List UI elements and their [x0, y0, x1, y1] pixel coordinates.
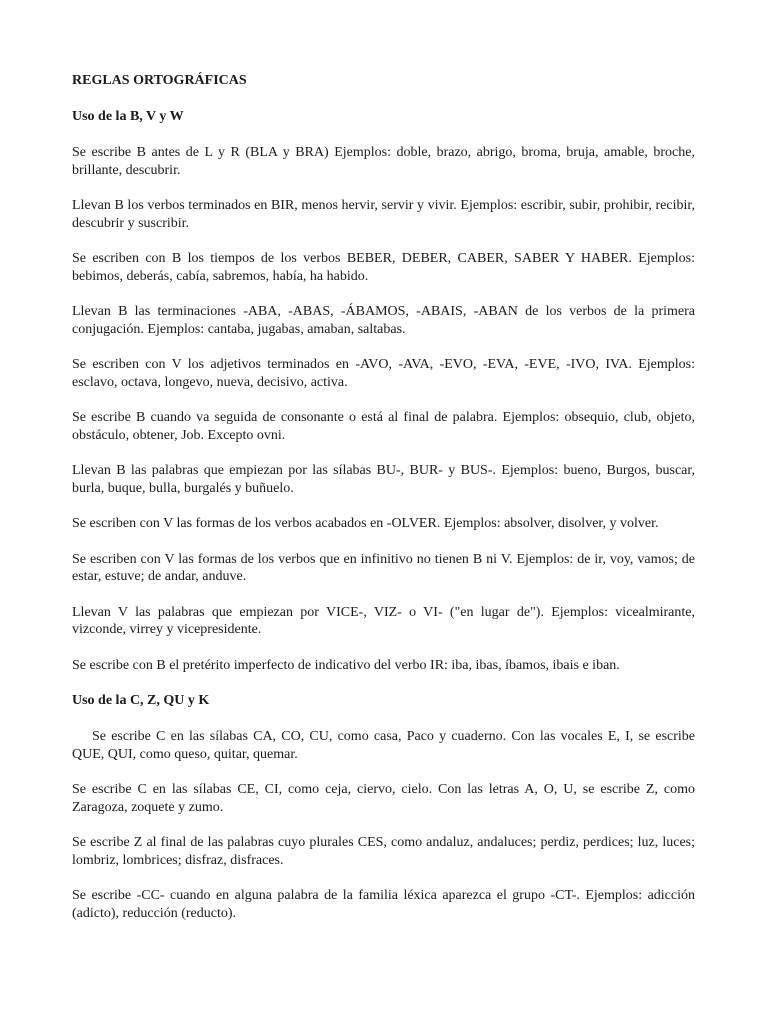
- section-heading-b-v-w: Uso de la B, V y W: [72, 109, 184, 124]
- paragraph: Se escriben con V los adjetivos terminados en -AVO, -AVA, -EVO, -EVA, -EVE, -IVO, IVA. Ejemplos: esclavo, octava, longevo, nueva, decisivo, activa.: [72, 357, 695, 390]
- paragraph: Llevan B las terminaciones -ABA, -ABAS, -ÁBAMOS, -ABAIS, -ABAN de los verbos de la primera conjugación. Ejemplos: cantaba, jugabas, amaban, saltabas.: [72, 304, 695, 337]
- paragraph: Se escribe B antes de L y R (BLA y BRA) Ejemplos: doble, brazo, abrigo, broma, bruja, amable, broche, brillante, descubrir.: [72, 145, 695, 178]
- paragraph: Llevan B los verbos terminados en BIR, menos hervir, servir y vivir. Ejemplos: escribir, subir, prohibir, recibir, descubrir y suscribir.: [72, 198, 695, 231]
- paragraph: Se escribe C en las sílabas CA, CO, CU, como casa, Paco y cuaderno. Con las vocales E, I, se escribe QUE, QUI, como queso, quitar, quemar.: [72, 729, 695, 762]
- section-heading-c-z-qu-k: Uso de la C, Z, QU y K: [72, 693, 210, 708]
- document-page: [72, 72, 695, 940]
- paragraph: Llevan V las palabras que empiezan por VICE-, VIZ- o VI- ("en lugar de"). Ejemplos: vicealmirante, vizconde, virrey y vicepresidente.: [72, 604, 695, 637]
- paragraph: Se escribe B cuando va seguida de consonante o está al final de palabra. Ejemplos: obsequio, club, objeto, obstáculo, obtener, Job. Excepto ovni.: [72, 410, 695, 443]
- paragraph: Se escriben con V las formas de los verbos acabados en -OLVER. Ejemplos: absolver, disolver, y volver.: [72, 516, 659, 531]
- paragraph: Se escribe -CC- cuando en alguna palabra de la familia léxica aparezca el grupo -CT-. Ejemplos: adicción (adicto), reducción (reducto).: [72, 888, 695, 921]
- paragraph: Se escribe con B el pretérito imperfecto de indicativo del verbo IR: iba, ibas, íbamos, ibais e iban.: [72, 657, 620, 673]
- paragraph: Se escriben con B los tiempos de los verbos BEBER, DEBER, CABER, SABER Y HABER. Ejemplos: bebimos, deberás, cabía, sabremos, había, ha habido.: [72, 251, 695, 284]
- document-title: REGLAS ORTOGRÁFICAS: [72, 73, 247, 88]
- paragraph: Llevan B las palabras que empiezan por las sílabas BU-, BUR- y BUS-. Ejemplos: bueno, Burgos, buscar, burla, buque, bulla, burgalés y buñuelo.: [72, 463, 695, 496]
- paragraph: Se escribe Z al final de las palabras cuyo plurales CES, como andaluz, andaluces; perdiz, perdices; luz, luces; lombriz, lombrices; disfraz, disfraces.: [72, 835, 695, 868]
- paragraph: Se escriben con V las formas de los verbos que en infinitivo no tienen B ni V. Ejemplos: de ir, voy, vamos; de estar, estuve; de andar, anduve.: [72, 551, 695, 584]
- paragraph: Se escribe C en las sílabas CE, CI, como ceja, ciervo, cielo. Con las letras A, O, U, se escribe Z, como Zaragoza, zoquete y zumo.: [72, 782, 695, 815]
